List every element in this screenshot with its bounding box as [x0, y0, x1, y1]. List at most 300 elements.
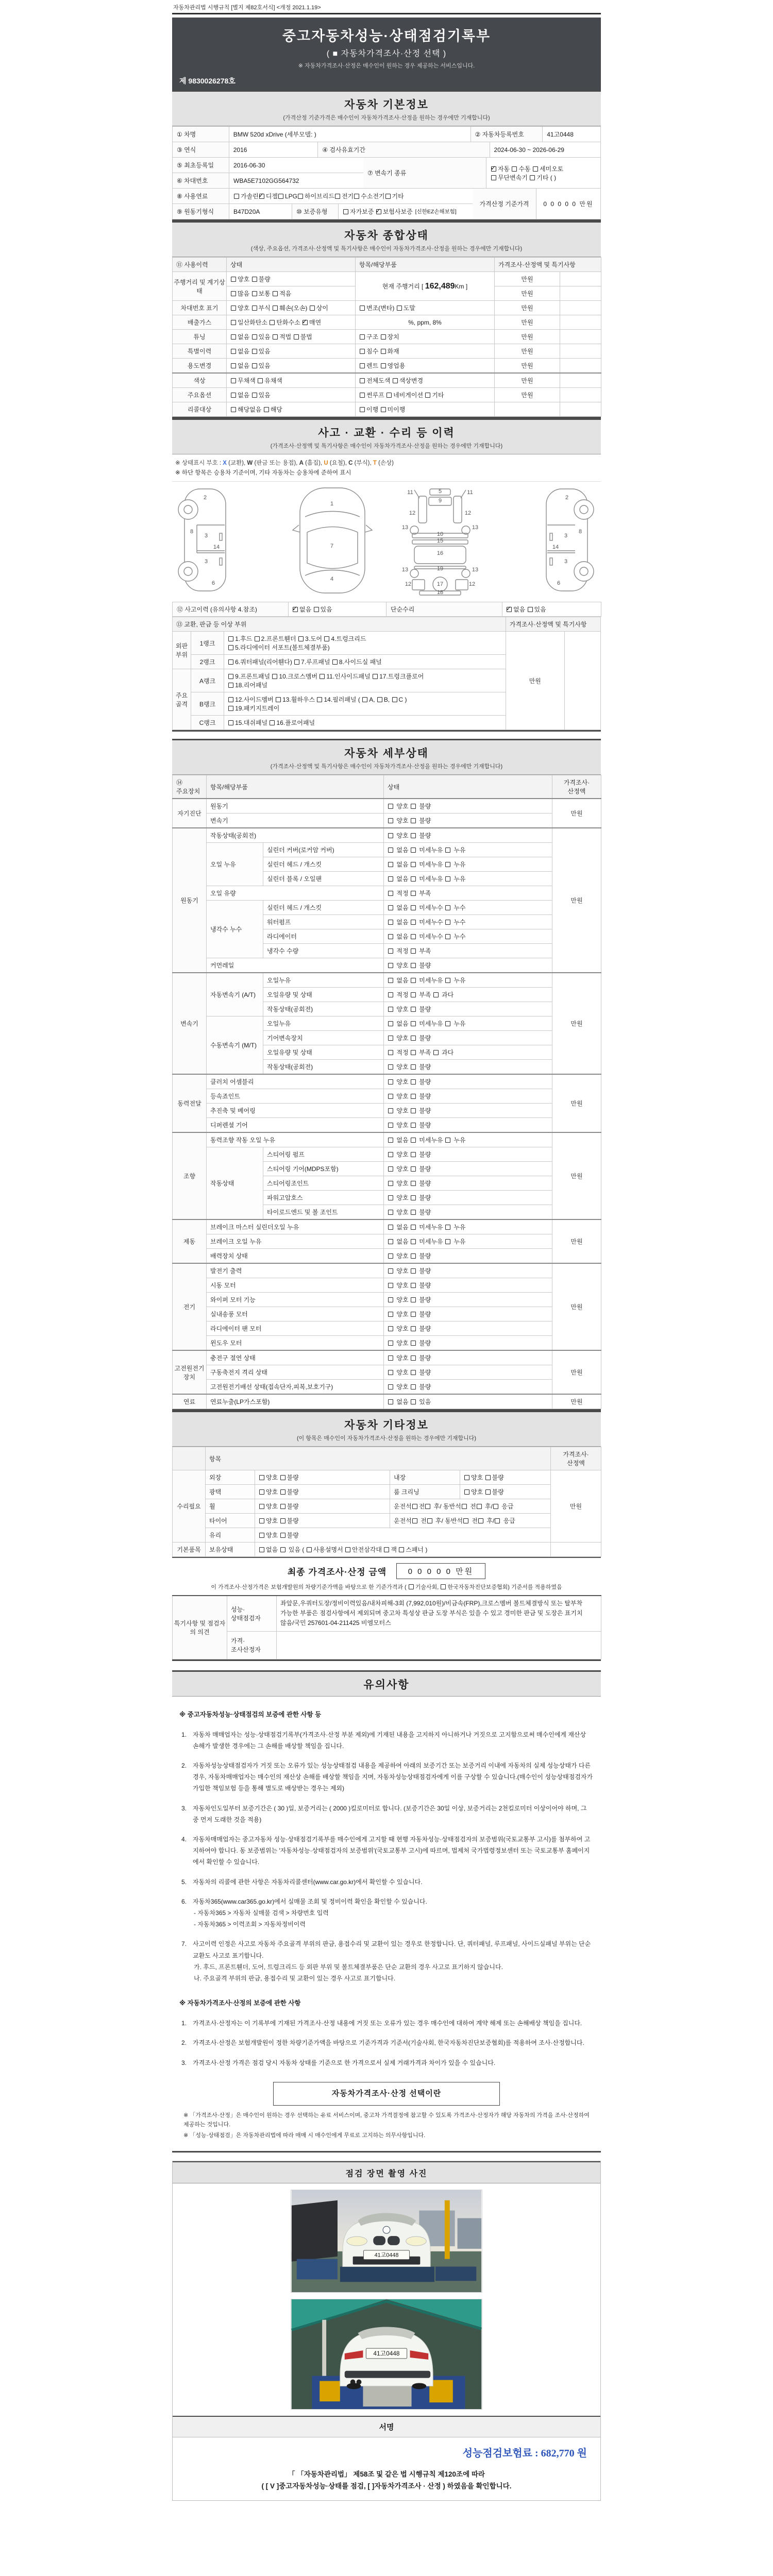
checkbox[interactable]	[411, 1050, 416, 1055]
checkbox[interactable]	[411, 1021, 416, 1026]
checkbox[interactable]	[425, 393, 430, 398]
checkbox[interactable]	[381, 349, 386, 354]
checkbox[interactable]	[231, 407, 236, 412]
main-option-item: 썬루프 네비게이션 기타	[356, 388, 495, 402]
main-option-status: 없음 있음	[227, 388, 356, 402]
checkbox[interactable]	[388, 833, 393, 838]
checkbox[interactable]	[324, 636, 329, 641]
checkbox[interactable]	[388, 1283, 393, 1288]
checkbox[interactable]	[411, 992, 416, 997]
checkbox[interactable]	[411, 804, 416, 809]
device-item-label: 오일누유	[263, 973, 384, 988]
interior-status: 양호 불량	[460, 1470, 551, 1485]
checkbox[interactable]	[388, 963, 393, 968]
device-price-cell: 만원	[552, 1219, 601, 1263]
checkbox[interactable]	[273, 306, 278, 311]
checkbox[interactable]	[388, 1268, 393, 1274]
checkbox[interactable]	[360, 378, 365, 383]
checkbox[interactable]	[280, 1504, 285, 1509]
checkbox[interactable]	[411, 1108, 416, 1113]
checkbox[interactable]	[388, 978, 393, 983]
legend-code: (요철),	[328, 460, 349, 466]
checkbox[interactable]	[411, 1225, 416, 1230]
reg-no-label: ② 자동차등록번호	[471, 127, 543, 142]
checkbox[interactable]	[388, 992, 393, 997]
checkbox[interactable]	[411, 1283, 416, 1288]
checkbox[interactable]	[388, 891, 393, 896]
checkbox[interactable]	[388, 1341, 393, 1346]
special-history-item: 침수 화재	[356, 344, 495, 359]
checkbox[interactable]	[252, 363, 257, 368]
checkbox[interactable]	[360, 334, 365, 340]
checkbox[interactable]	[388, 1253, 393, 1259]
checkbox[interactable]	[294, 659, 299, 665]
checkbox[interactable]	[397, 306, 402, 311]
checkbox[interactable]	[411, 1094, 416, 1099]
checkbox[interactable]	[252, 306, 257, 311]
checkbox[interactable]	[388, 1166, 393, 1172]
col-price-notes: 가격조사·산정액 및 특기사항	[495, 258, 601, 272]
diagram-part-number: 13	[401, 524, 409, 531]
checkbox[interactable]	[252, 277, 257, 282]
checkbox[interactable]	[411, 848, 416, 853]
checkbox[interactable]	[360, 393, 365, 398]
accident-history-status: ✓ 없음 있음	[289, 602, 386, 617]
checkbox[interactable]	[388, 948, 393, 954]
diagram-part-number: 16	[436, 550, 444, 556]
reg-no-value: 41고0448	[543, 127, 600, 142]
checkbox[interactable]	[445, 905, 450, 910]
checkbox[interactable]	[388, 804, 393, 809]
device-status-options: 양호 불량	[384, 1104, 552, 1118]
checkbox[interactable]	[533, 166, 538, 172]
checkbox[interactable]	[411, 934, 416, 939]
checkbox[interactable]	[445, 848, 450, 853]
checkbox[interactable]	[273, 291, 278, 296]
checkbox[interactable]	[445, 934, 450, 939]
checkbox[interactable]	[272, 674, 277, 679]
checkbox[interactable]	[411, 1123, 416, 1128]
glass-status: 양호 불량	[255, 1528, 551, 1543]
device-status-options: 양호 불량	[384, 1031, 552, 1045]
checkbox[interactable]	[392, 697, 397, 702]
checkbox-checked[interactable]	[293, 607, 298, 612]
checkbox[interactable]	[278, 194, 283, 199]
checkbox[interactable]	[252, 334, 257, 340]
checkbox[interactable]	[411, 1036, 416, 1041]
device-item-label: 발전기 출력	[207, 1263, 384, 1278]
checkbox[interactable]	[512, 166, 517, 172]
room-cleaning-status: 양호 불량	[460, 1485, 551, 1499]
checkbox[interactable]	[335, 194, 340, 199]
checkbox[interactable]	[234, 194, 239, 199]
checkbox[interactable]	[388, 1312, 393, 1317]
checkbox[interactable]	[388, 818, 393, 823]
checkbox[interactable]	[411, 1341, 416, 1346]
checkbox[interactable]	[231, 393, 236, 398]
legend-code: X	[223, 460, 227, 466]
checkbox[interactable]	[445, 1239, 450, 1244]
checkbox[interactable]	[298, 194, 303, 199]
device-status-options: 양호 불량	[384, 799, 552, 814]
checkbox[interactable]	[360, 349, 365, 354]
device-status-options: 양호 불량	[384, 1336, 552, 1351]
checkbox[interactable]	[485, 1475, 491, 1480]
checkbox[interactable]	[411, 833, 416, 838]
panel-rank-label: A랭크	[191, 669, 224, 692]
checkbox[interactable]	[411, 818, 416, 823]
checkbox[interactable]	[258, 378, 263, 383]
checkbox[interactable]	[411, 891, 416, 896]
checkbox[interactable]	[411, 1152, 416, 1157]
checkbox[interactable]	[259, 1489, 264, 1495]
transmission-label: ⑦ 변속기 종류	[363, 158, 486, 189]
detail-subtitle: (가격조사·산정액 및 특기사항은 매수인이 자동차가격조사·산정을 원하는 경우에만 기재합니다)	[270, 764, 503, 770]
checkbox[interactable]	[388, 1370, 393, 1375]
mileage-label: 주행거리 및 계기상태	[173, 272, 227, 301]
checkbox[interactable]	[388, 1138, 393, 1143]
checkbox[interactable]	[255, 636, 260, 641]
checkbox[interactable]	[388, 1108, 393, 1113]
checkbox[interactable]	[411, 978, 416, 983]
panel-options: 9.프론트패널 10.크로스멤버 11.인사이드패널 17.트렁크플로어 18.리어패널	[224, 669, 506, 692]
checkbox[interactable]	[388, 934, 393, 939]
checkbox[interactable]	[388, 1036, 393, 1041]
checkbox[interactable]	[411, 1195, 416, 1200]
checkbox[interactable]	[388, 1384, 393, 1389]
checkbox[interactable]	[393, 378, 398, 383]
device-status-options: 양호 불량	[384, 1147, 552, 1162]
diagram-part-number: 17	[436, 581, 444, 587]
checkbox[interactable]	[464, 1475, 469, 1480]
device-item-label: 변속기	[207, 814, 384, 828]
engine-type-value: B47D20A	[229, 204, 292, 219]
checkbox[interactable]	[360, 306, 365, 311]
device-item-label: 디퍼렌셜 기어	[207, 1118, 384, 1133]
checkbox[interactable]	[411, 862, 416, 867]
notes-cell	[560, 373, 601, 388]
checkbox[interactable]	[228, 645, 233, 650]
checkbox[interactable]	[411, 905, 416, 910]
checkbox[interactable]	[381, 363, 386, 368]
checkbox[interactable]	[228, 697, 233, 702]
checkbox[interactable]	[320, 674, 325, 679]
checkbox[interactable]	[388, 1239, 393, 1244]
checkbox[interactable]	[411, 1210, 416, 1215]
checkbox[interactable]	[388, 920, 393, 925]
device-subgroup-label: 오일 누유	[207, 843, 263, 886]
checkbox[interactable]	[388, 1326, 393, 1331]
checkbox[interactable]	[399, 1547, 404, 1552]
checkbox[interactable]	[495, 1518, 500, 1523]
checkbox[interactable]	[411, 1007, 416, 1012]
fuel-label: ⑧ 사용연료	[173, 189, 229, 204]
checkbox[interactable]	[388, 905, 393, 910]
diagram-part-number: 14	[213, 544, 220, 550]
recall-label: 리콜대상	[173, 402, 227, 417]
checkbox[interactable]	[409, 1584, 414, 1589]
checkbox[interactable]	[411, 1138, 416, 1143]
diagram-part-number: 12	[464, 510, 472, 516]
checkbox[interactable]	[425, 1504, 430, 1509]
checkbox[interactable]	[228, 659, 233, 665]
device-price-cell: 만원	[552, 1350, 601, 1394]
checkbox[interactable]	[381, 334, 386, 340]
checkbox[interactable]	[388, 1094, 393, 1099]
checkbox[interactable]	[294, 334, 299, 340]
checkbox[interactable]	[228, 706, 233, 711]
checkbox[interactable]	[411, 948, 416, 954]
checkbox[interactable]	[388, 1181, 393, 1186]
checkbox[interactable]	[411, 1355, 416, 1361]
checkbox[interactable]	[411, 1166, 416, 1172]
checkbox[interactable]	[463, 1518, 468, 1523]
accident-history-label: ⑫ 사고이력 (유의사항 4.참조)	[173, 602, 289, 617]
diagram-part-number: 3	[204, 558, 208, 565]
checkbox[interactable]	[427, 1518, 432, 1523]
device-item-label: 브레이크 오일 누유	[207, 1234, 384, 1249]
checkbox[interactable]	[411, 1064, 416, 1070]
final-price-value: 0 0 0 0 0 만원	[396, 1563, 486, 1579]
device-status-options: 양호 불량	[384, 1089, 552, 1104]
vin-label: ⑥ 차대번호	[173, 173, 229, 189]
checkbox[interactable]	[388, 1297, 393, 1302]
checkbox[interactable]	[231, 349, 236, 354]
checkbox[interactable]	[411, 1268, 416, 1274]
checkbox[interactable]	[388, 1225, 393, 1230]
checkbox[interactable]	[388, 876, 393, 882]
polish-status: 양호 불량	[255, 1485, 390, 1499]
checkbox[interactable]	[386, 393, 392, 398]
section-comprehensive	[172, 221, 601, 418]
diagram-part-number: 2	[203, 495, 207, 501]
notes-cell	[560, 286, 601, 301]
checkbox[interactable]	[412, 1504, 417, 1509]
emission-status: 일산화탄소 탄화수소 ✓매연	[227, 315, 356, 330]
checkbox[interactable]	[477, 1504, 482, 1509]
checkbox[interactable]	[259, 1504, 264, 1509]
checkbox[interactable]	[388, 1195, 393, 1200]
checkbox[interactable]	[445, 1021, 450, 1026]
checkbox[interactable]	[462, 1504, 467, 1509]
checkbox[interactable]	[530, 175, 535, 180]
checkbox[interactable]	[445, 978, 450, 983]
checkbox[interactable]	[381, 407, 386, 412]
checkbox[interactable]	[388, 1355, 393, 1361]
checkbox[interactable]	[411, 1079, 416, 1084]
checkbox[interactable]	[411, 1399, 416, 1404]
checkbox[interactable]	[411, 1253, 416, 1259]
device-status-options: 양호 불량	[384, 1162, 552, 1176]
checkbox[interactable]	[411, 1384, 416, 1389]
checkbox-checked[interactable]	[507, 607, 512, 612]
tuning-item: 구조 장치	[356, 330, 495, 344]
checkbox[interactable]	[388, 862, 393, 867]
checkbox[interactable]	[231, 378, 236, 383]
warranty-insurer: [신한EZ손해보험]	[415, 209, 457, 215]
checkbox[interactable]	[317, 697, 322, 702]
checkbox-checked[interactable]	[259, 194, 264, 199]
device-item-label: 스티어링 기어(MDPS포함)	[263, 1162, 384, 1176]
accident-subtitle: (가격조사·산정액 및 특기사항은 매수인이 자동차가격조사·산정을 원하는 경우에만 기재합니다)	[270, 443, 503, 449]
checkbox[interactable]	[388, 1021, 393, 1026]
checkbox[interactable]	[280, 1547, 285, 1552]
checkbox[interactable]	[411, 1326, 416, 1331]
checkbox[interactable]	[388, 848, 393, 853]
panel-rank-label: 2랭크	[191, 655, 224, 669]
checkbox[interactable]	[388, 1123, 393, 1128]
checkbox[interactable]	[252, 349, 257, 354]
checkbox[interactable]	[388, 1064, 393, 1070]
checkbox[interactable]	[360, 407, 365, 412]
checkbox[interactable]	[441, 1584, 446, 1589]
checkbox[interactable]	[464, 1489, 469, 1495]
notice-item: 1. 자동차 매매업자는 성능·상태점검기록부(가격조사·산정 부분 제외)에 기재된 내용을 고지하지 아니하거나 거짓으로 고지함으로써 매수인에게 재산상 손해가 발생한 경우에는 그 손해를 배상할 책임을 집니다.	[181, 1731, 586, 1750]
checkbox[interactable]	[445, 1225, 450, 1230]
diagram-part-number: 3	[564, 558, 568, 565]
checkbox[interactable]	[388, 1007, 393, 1012]
checkbox[interactable]	[231, 320, 236, 325]
mileage-suffix: Km ]	[455, 282, 468, 290]
model-year-value: 2016	[229, 142, 318, 158]
etc-header	[172, 1411, 601, 1447]
diagram-part-number: 6	[557, 580, 561, 586]
checkbox[interactable]	[485, 1489, 491, 1495]
checkbox[interactable]	[228, 683, 233, 688]
checkbox[interactable]	[280, 1533, 285, 1538]
tire-positions: 운전석 전 후/ 동반석 전 후/ 응급	[390, 1514, 551, 1528]
comprehensive-subtitle: (색상, 주요옵션, 가격조사·산정액 및 특기사항은 매수인이 자동차가격조사·산정을 원하는 경우에만 기재합니다)	[250, 246, 523, 252]
checkbox[interactable]	[231, 306, 236, 311]
checkbox[interactable]	[231, 291, 236, 296]
checkbox[interactable]	[276, 697, 281, 702]
checkbox[interactable]	[280, 1489, 285, 1495]
interior-label: 내장	[390, 1470, 460, 1485]
device-price-cell: 만원	[552, 973, 601, 1074]
etc-subtitle: (이 항목은 매수인이 자동차가격조사·산정을 원하는 경우에만 기재합니다)	[296, 1435, 477, 1442]
device-item-label: 타이로드엔드 및 볼 조인트	[263, 1205, 384, 1220]
checkbox[interactable]	[314, 607, 319, 612]
checkbox[interactable]	[252, 291, 257, 296]
checkbox[interactable]	[360, 363, 365, 368]
price-cell: 만원	[495, 301, 560, 315]
device-price-cell: 만원	[552, 1263, 601, 1350]
checkbox[interactable]	[307, 1547, 312, 1552]
diagram-part-number: 12	[405, 581, 412, 587]
device-item-label: 실린더 헤드 / 개스킷	[263, 857, 384, 872]
checkbox[interactable]	[231, 334, 236, 340]
checkbox[interactable]	[377, 697, 382, 702]
checkbox-checked[interactable]	[303, 320, 308, 325]
checkbox[interactable]	[445, 1138, 450, 1143]
notice-subitem: - 자동차365 > 자동차 실매물 검색 > 차량번호 입력	[194, 1909, 329, 1917]
checkbox[interactable]	[385, 194, 391, 199]
device-status-options: 양호 불량	[384, 1380, 552, 1395]
checkbox[interactable]	[373, 674, 378, 679]
checkbox[interactable]	[433, 992, 439, 997]
checkbox[interactable]	[388, 1152, 393, 1157]
checkbox[interactable]	[445, 862, 450, 867]
checkbox[interactable]	[493, 1504, 498, 1509]
wheel-status: 양호 불량	[255, 1499, 390, 1514]
checkbox[interactable]	[259, 1518, 264, 1523]
device-item-label: 오일유량 및 상태	[263, 1045, 384, 1060]
checkbox[interactable]	[411, 1297, 416, 1302]
legend-code: U	[324, 460, 328, 466]
checkbox[interactable]	[270, 320, 275, 325]
checkbox[interactable]	[343, 209, 348, 214]
checkbox[interactable]	[270, 720, 275, 725]
checkbox[interactable]	[280, 1518, 285, 1523]
device-subgroup-label: 수동변속기 (M/T)	[207, 1016, 263, 1075]
checkbox[interactable]	[411, 920, 416, 925]
checkbox[interactable]	[259, 1547, 264, 1552]
checkbox[interactable]	[491, 175, 496, 180]
device-group-label: 자기진단	[173, 799, 207, 828]
checkbox[interactable]	[228, 674, 233, 679]
checkbox[interactable]	[528, 607, 533, 612]
price-survey-select-box: 자동차가격조사·산정 선택이란	[273, 2082, 500, 2106]
checkbox[interactable]	[412, 1518, 417, 1523]
checkbox[interactable]	[384, 1547, 389, 1552]
checkbox-checked[interactable]	[376, 209, 381, 214]
checkbox[interactable]	[445, 876, 450, 882]
checkbox[interactable]	[478, 1518, 483, 1523]
checkbox[interactable]	[411, 1181, 416, 1186]
checkbox[interactable]	[388, 1079, 393, 1084]
checkbox[interactable]	[273, 334, 278, 340]
device-price-cell: 만원	[552, 1132, 601, 1219]
checkbox[interactable]	[445, 920, 450, 925]
checkbox[interactable]	[332, 659, 338, 665]
checkbox[interactable]	[411, 963, 416, 968]
checkbox[interactable]	[388, 1210, 393, 1215]
checkbox[interactable]	[411, 1239, 416, 1244]
checkbox[interactable]	[433, 1050, 439, 1055]
checkbox[interactable]	[354, 194, 359, 199]
checkbox[interactable]	[231, 363, 236, 368]
device-subgroup-label: 냉각수 누수	[207, 901, 263, 958]
checkbox[interactable]	[231, 277, 236, 282]
device-group-label: 조향	[173, 1132, 207, 1219]
exterior-status: 양호 불량	[255, 1470, 390, 1485]
color-label: 색상	[173, 373, 227, 388]
checkbox[interactable]	[310, 306, 315, 311]
checkbox[interactable]	[411, 1370, 416, 1375]
device-status-options: 양호 불량	[384, 1278, 552, 1293]
checkbox[interactable]	[345, 1547, 350, 1552]
checkbox[interactable]	[298, 636, 304, 641]
vin-mark-label: 차대번호 표기	[173, 301, 227, 315]
checkbox[interactable]	[228, 636, 233, 641]
checkbox[interactable]	[411, 1312, 416, 1317]
checkbox[interactable]	[411, 876, 416, 882]
checkbox[interactable]	[280, 1475, 285, 1480]
warranty-type-label: ⑩ 보증유형	[292, 204, 339, 219]
form-subtitle: ( ■ 자동차가격조사·산정 선택 )	[326, 49, 447, 58]
checkbox[interactable]	[259, 1475, 264, 1480]
checkbox[interactable]	[264, 407, 269, 412]
checkbox[interactable]	[362, 697, 367, 702]
basic-items-price-cell	[551, 1543, 601, 1557]
checkbox[interactable]	[228, 720, 233, 725]
checkbox-checked[interactable]	[491, 166, 496, 172]
checkbox[interactable]	[252, 393, 257, 398]
device-status-options: 양호 불량	[384, 1263, 552, 1278]
checkbox[interactable]	[388, 1050, 393, 1055]
checkbox[interactable]	[259, 1533, 264, 1538]
checkbox[interactable]	[388, 1399, 393, 1404]
